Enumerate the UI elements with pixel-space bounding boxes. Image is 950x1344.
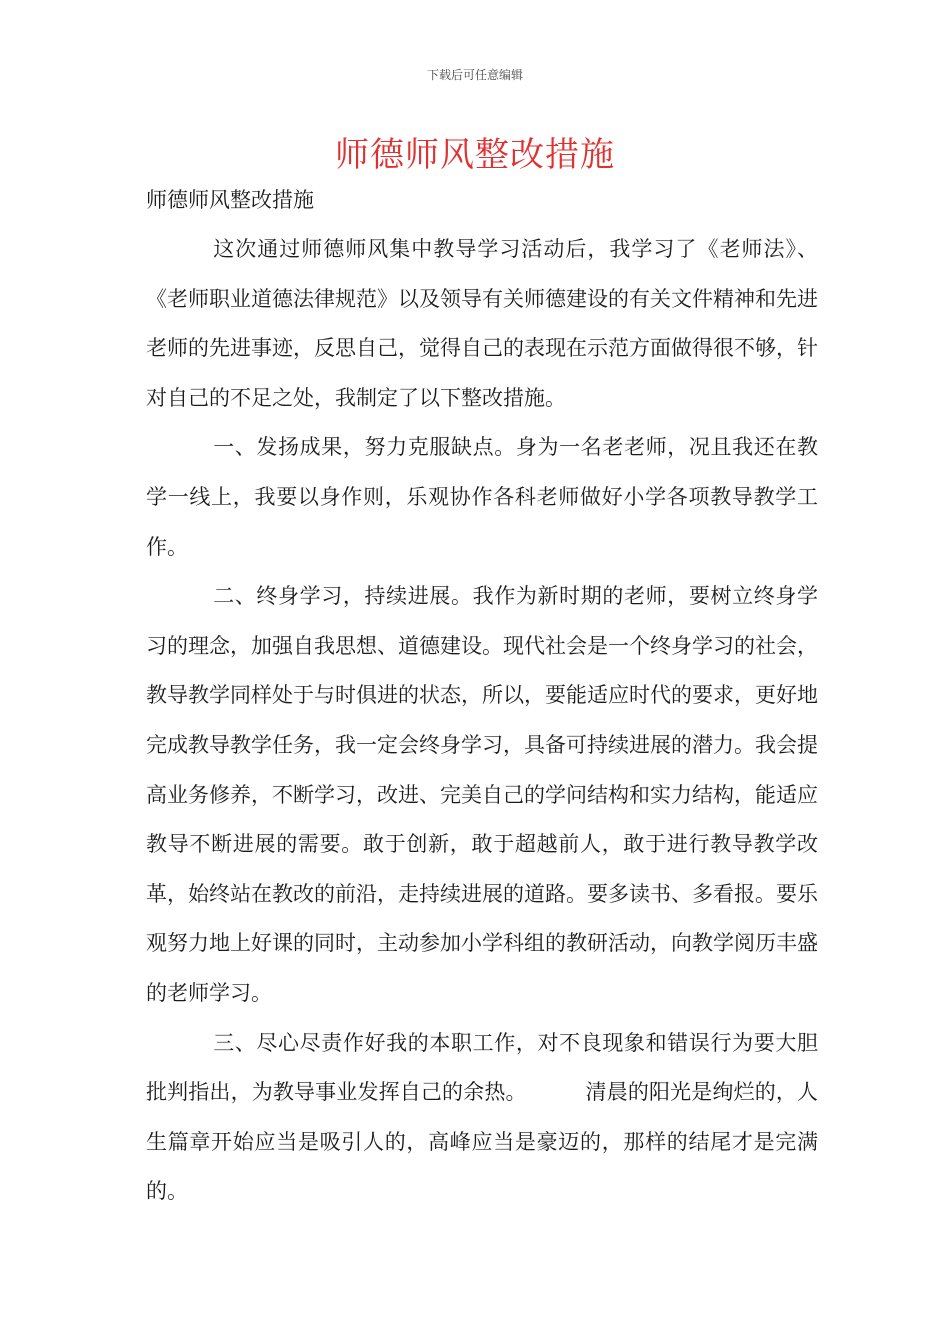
paragraph-1: 一、发扬成果，努力克服缺点。身为一名老老师，况且我还在教学一线上，我要以身作则，乐观协作各科老师做好小学各项教导教学工作。 [146, 435, 818, 559]
paragraph-2: 二、终身学习，持续进展。我作为新时期的老师，要树立终身学习的理念，加强自我思想、道德建设。现代社会是一个终身学习的社会，教导教学同样处于与时俱进的状态，所以，要能适应时代的要求，更好地完成教导教学任务，我一定会终身学习，具备可持续进展的潜力。我会提高业务修养，不断学习，改进、完美自己的学问结构和实力结构，能适应教导不断进展的需要。敢于创新，敢于超越前人，敢于进行教导教学改革，始终站在教改的前沿，走持续进展的道路。要多读书、多看报。要乐观努力地上好课的同时，主动参加小学科组的教研活动，向教学阅历丰盛的老师学习。 [146, 584, 818, 1005]
header-note: 下载后可任意编辑 [426, 68, 523, 82]
document-subtitle: 师德师风整改措施 [146, 188, 314, 212]
document-body [146, 225, 818, 1217]
document-title: 师德师风整改措施 [335, 135, 615, 175]
paragraph-3 [146, 1019, 818, 1217]
paragraph-intro: 这次通过师德师风集中教导学习活动后，我学习了《老师法》、《老师职业道德法律规范》以及领导有关师德建设的有关文件精神和先进老师的先进事迹，反思自己，觉得自己的表现在示范方面做得很不够，针对自己的不足之处，我制定了以下整改措施。 [146, 237, 818, 410]
paragraph-3-extra: 清晨的阳光是绚烂的，人生篇章开始应当是吸引人的，高峰应当是豪迈的，那样的结尾才是完满的。 [146, 1080, 818, 1204]
paragraph-3-main: 三、尽心尽责作好我的本职工作，对不良现象和错误行为要大胆批判指出，为教导事业发挥自己的余热。 [146, 1030, 818, 1105]
